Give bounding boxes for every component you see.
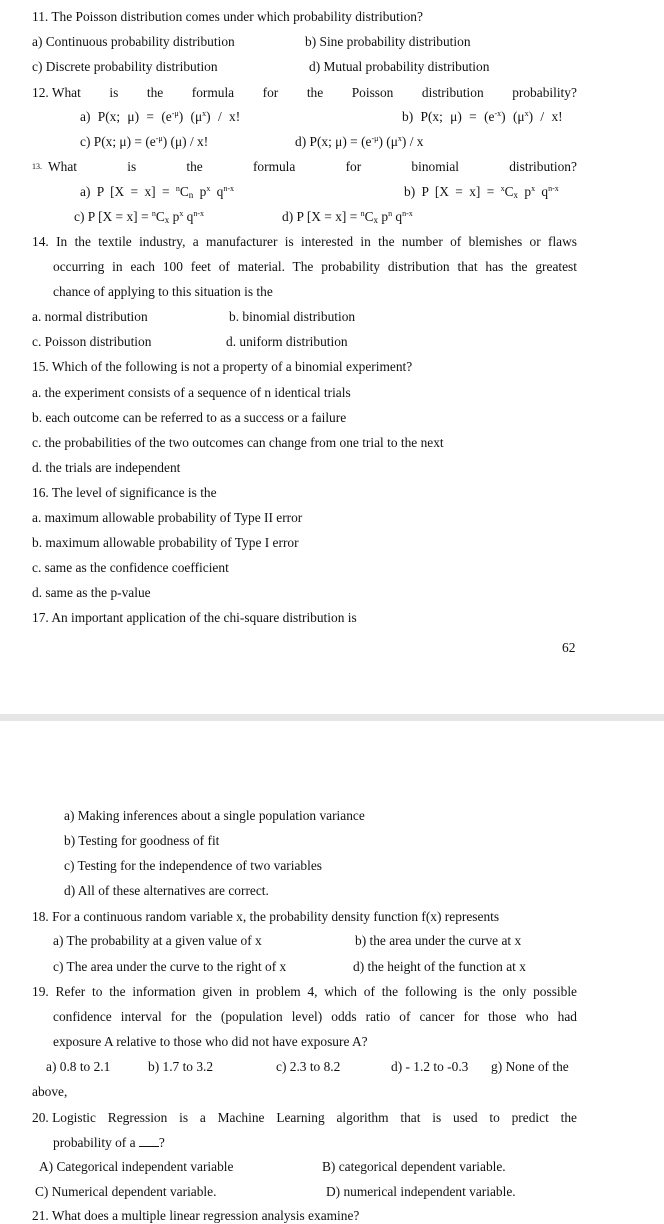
q12-word: 12. What [32, 85, 81, 100]
q17-option-b: b) Testing for goodness of fit [64, 833, 220, 848]
question-14-line-2: occurring in each 100 feet of material. The probability distribution that has the greatest [53, 259, 577, 274]
q11-option-d: d) Mutual probability distribution [309, 59, 490, 74]
q17-option-c: c) Testing for the independence of two variables [64, 858, 322, 873]
q19-option-g-continuation: above, [32, 1084, 68, 1099]
question-14-line-1: 14. In the textile industry, a manufacturer is interested in the number of blemishes or flaws [32, 234, 577, 249]
q12-word: the [146, 85, 164, 100]
q19-option-c: c) 2.3 to 8.2 [276, 1059, 341, 1074]
q15-option-c: c. the probabilities of the two outcomes can change from one trial to the next [32, 435, 444, 450]
question-19-line-2: confidence interval for the (population level) odds ratio of cancer for those who had [53, 1009, 577, 1024]
q12-option-a: a) P(x; $\mu) = (e^{-\mu})$ $(\mu^x)$ / x! [80, 109, 241, 124]
page-separator [0, 714, 664, 721]
q11-option-c: c) Discrete probability distribution [32, 59, 218, 74]
question-14-line-3: chance of applying to this situation is the [53, 284, 273, 299]
q12-word: for [262, 85, 279, 100]
q17-option-a: a) Making inferences about a single population variance [64, 808, 365, 823]
question-21: 21. What does a multiple linear regression analysis examine? [32, 1208, 360, 1223]
question-15: 15. Which of the following is not a property of a binomial experiment? [32, 359, 413, 374]
q18-option-d: d) the height of the function at x [353, 959, 526, 974]
q11-option-a: a) Continuous probability distribution [32, 34, 235, 49]
question-12 [32, 85, 577, 101]
q18-option-b: b) the area under the curve at x [355, 933, 522, 948]
q12-word: the [306, 85, 324, 100]
q12-word: formula [191, 85, 235, 100]
q19-option-b: b) 1.7 to 3.2 [148, 1059, 214, 1074]
q14-option-d: d. uniform distribution [226, 334, 348, 349]
q13-text: What is the formula for binomial distribution? [48, 159, 577, 174]
q12-option-d: d) P(x; $\mu) = (e^{-\mu})$ $(\mu^x)$ / x [295, 134, 424, 149]
q14-option-a: a. normal distribution [32, 309, 148, 324]
q14-option-b: b. binomial distribution [229, 309, 356, 324]
fill-in-blank [139, 1136, 159, 1147]
q16-option-c: c. same as the confidence coefficient [32, 560, 229, 575]
question-16: 16. The level of significance is the [32, 485, 217, 500]
q12-word: Poisson [351, 85, 394, 100]
q12-word: probability? [512, 85, 577, 100]
q16-option-a: a. maximum allowable probability of Type II error [32, 510, 303, 525]
q20-option-d: D) numerical independent variable. [326, 1184, 516, 1199]
q12-word: distribution [421, 85, 484, 100]
q19-option-d: d) - 1.2 to -0.3 [391, 1059, 469, 1074]
q13-number: 13. [32, 162, 42, 171]
q13-option-b: b) P $[X = x] = ^xC_x$ $p^x$ $q^{n-x}$ [404, 184, 559, 200]
question-20-line-1: 20. Logistic Regression is a Machine Learning algorithm that is used to predict the [32, 1110, 577, 1125]
q11-option-b: b) Sine probability distribution [305, 34, 471, 49]
q15-option-d: d. the trials are independent [32, 460, 181, 475]
question-19-line-3: exposure A relative to those who did not have exposure A? [53, 1034, 368, 1049]
q16-option-b: b. maximum allowable probability of Type I error [32, 535, 299, 550]
question-17: 17. An important application of the chi-square distribution is [32, 610, 357, 625]
page-number: 62 [562, 640, 576, 655]
q19-option-g: g) None of the [491, 1059, 569, 1074]
q13-option-d: d) P $[X = x] = ^nC_x$ $p^n$ $q^{n-x}$ [282, 209, 413, 225]
question-11: 11. The Poisson distribution comes under which probability distribution? [32, 9, 423, 24]
question-20-line-2: probability of a ? [53, 1135, 165, 1150]
q12-option-c: c) P(x; $\mu) = (e^{-\mu})$ (μ) / x! [80, 134, 209, 149]
q15-option-a: a. the experiment consists of a sequence of n identical trials [32, 385, 351, 400]
q15-option-b: b. each outcome can be referred to as a success or a failure [32, 410, 347, 425]
q18-option-a: a) The probability at a given value of x [53, 933, 262, 948]
question-19-line-1: 19. Refer to the information given in problem 4, which of the following is the only possible [32, 984, 577, 999]
q20-option-b: B) categorical dependent variable. [322, 1159, 506, 1174]
q17-option-d: d) All of these alternatives are correct. [64, 883, 269, 898]
q13-option-a: a) P $[X = x] = ^nC_n$ $p^x$ $q^{n-x}$ [80, 184, 235, 200]
q19-option-a: a) 0.8 to 2.1 [46, 1059, 111, 1074]
q14-option-c: c. Poisson distribution [32, 334, 152, 349]
q20-option-c: C) Numerical dependent variable. [35, 1184, 217, 1199]
q16-option-d: d. same as the p-value [32, 585, 151, 600]
q12-word: is [109, 85, 119, 100]
q12-option-b: b) P(x; $\mu) = (e^{-x})$ $(\mu^x)$ / x! [402, 109, 563, 124]
question-13 [32, 159, 577, 175]
question-18: 18. For a continuous random variable x, the probability density function f(x) represents [32, 909, 500, 924]
q13-option-c: c) P $[X = x] = ^nC_x$ $p^x$ $q^{n-x}$ [74, 209, 205, 225]
q18-option-c: c) The area under the curve to the right of x [53, 959, 287, 974]
q20-option-a: A) Categorical independent variable [39, 1159, 234, 1174]
